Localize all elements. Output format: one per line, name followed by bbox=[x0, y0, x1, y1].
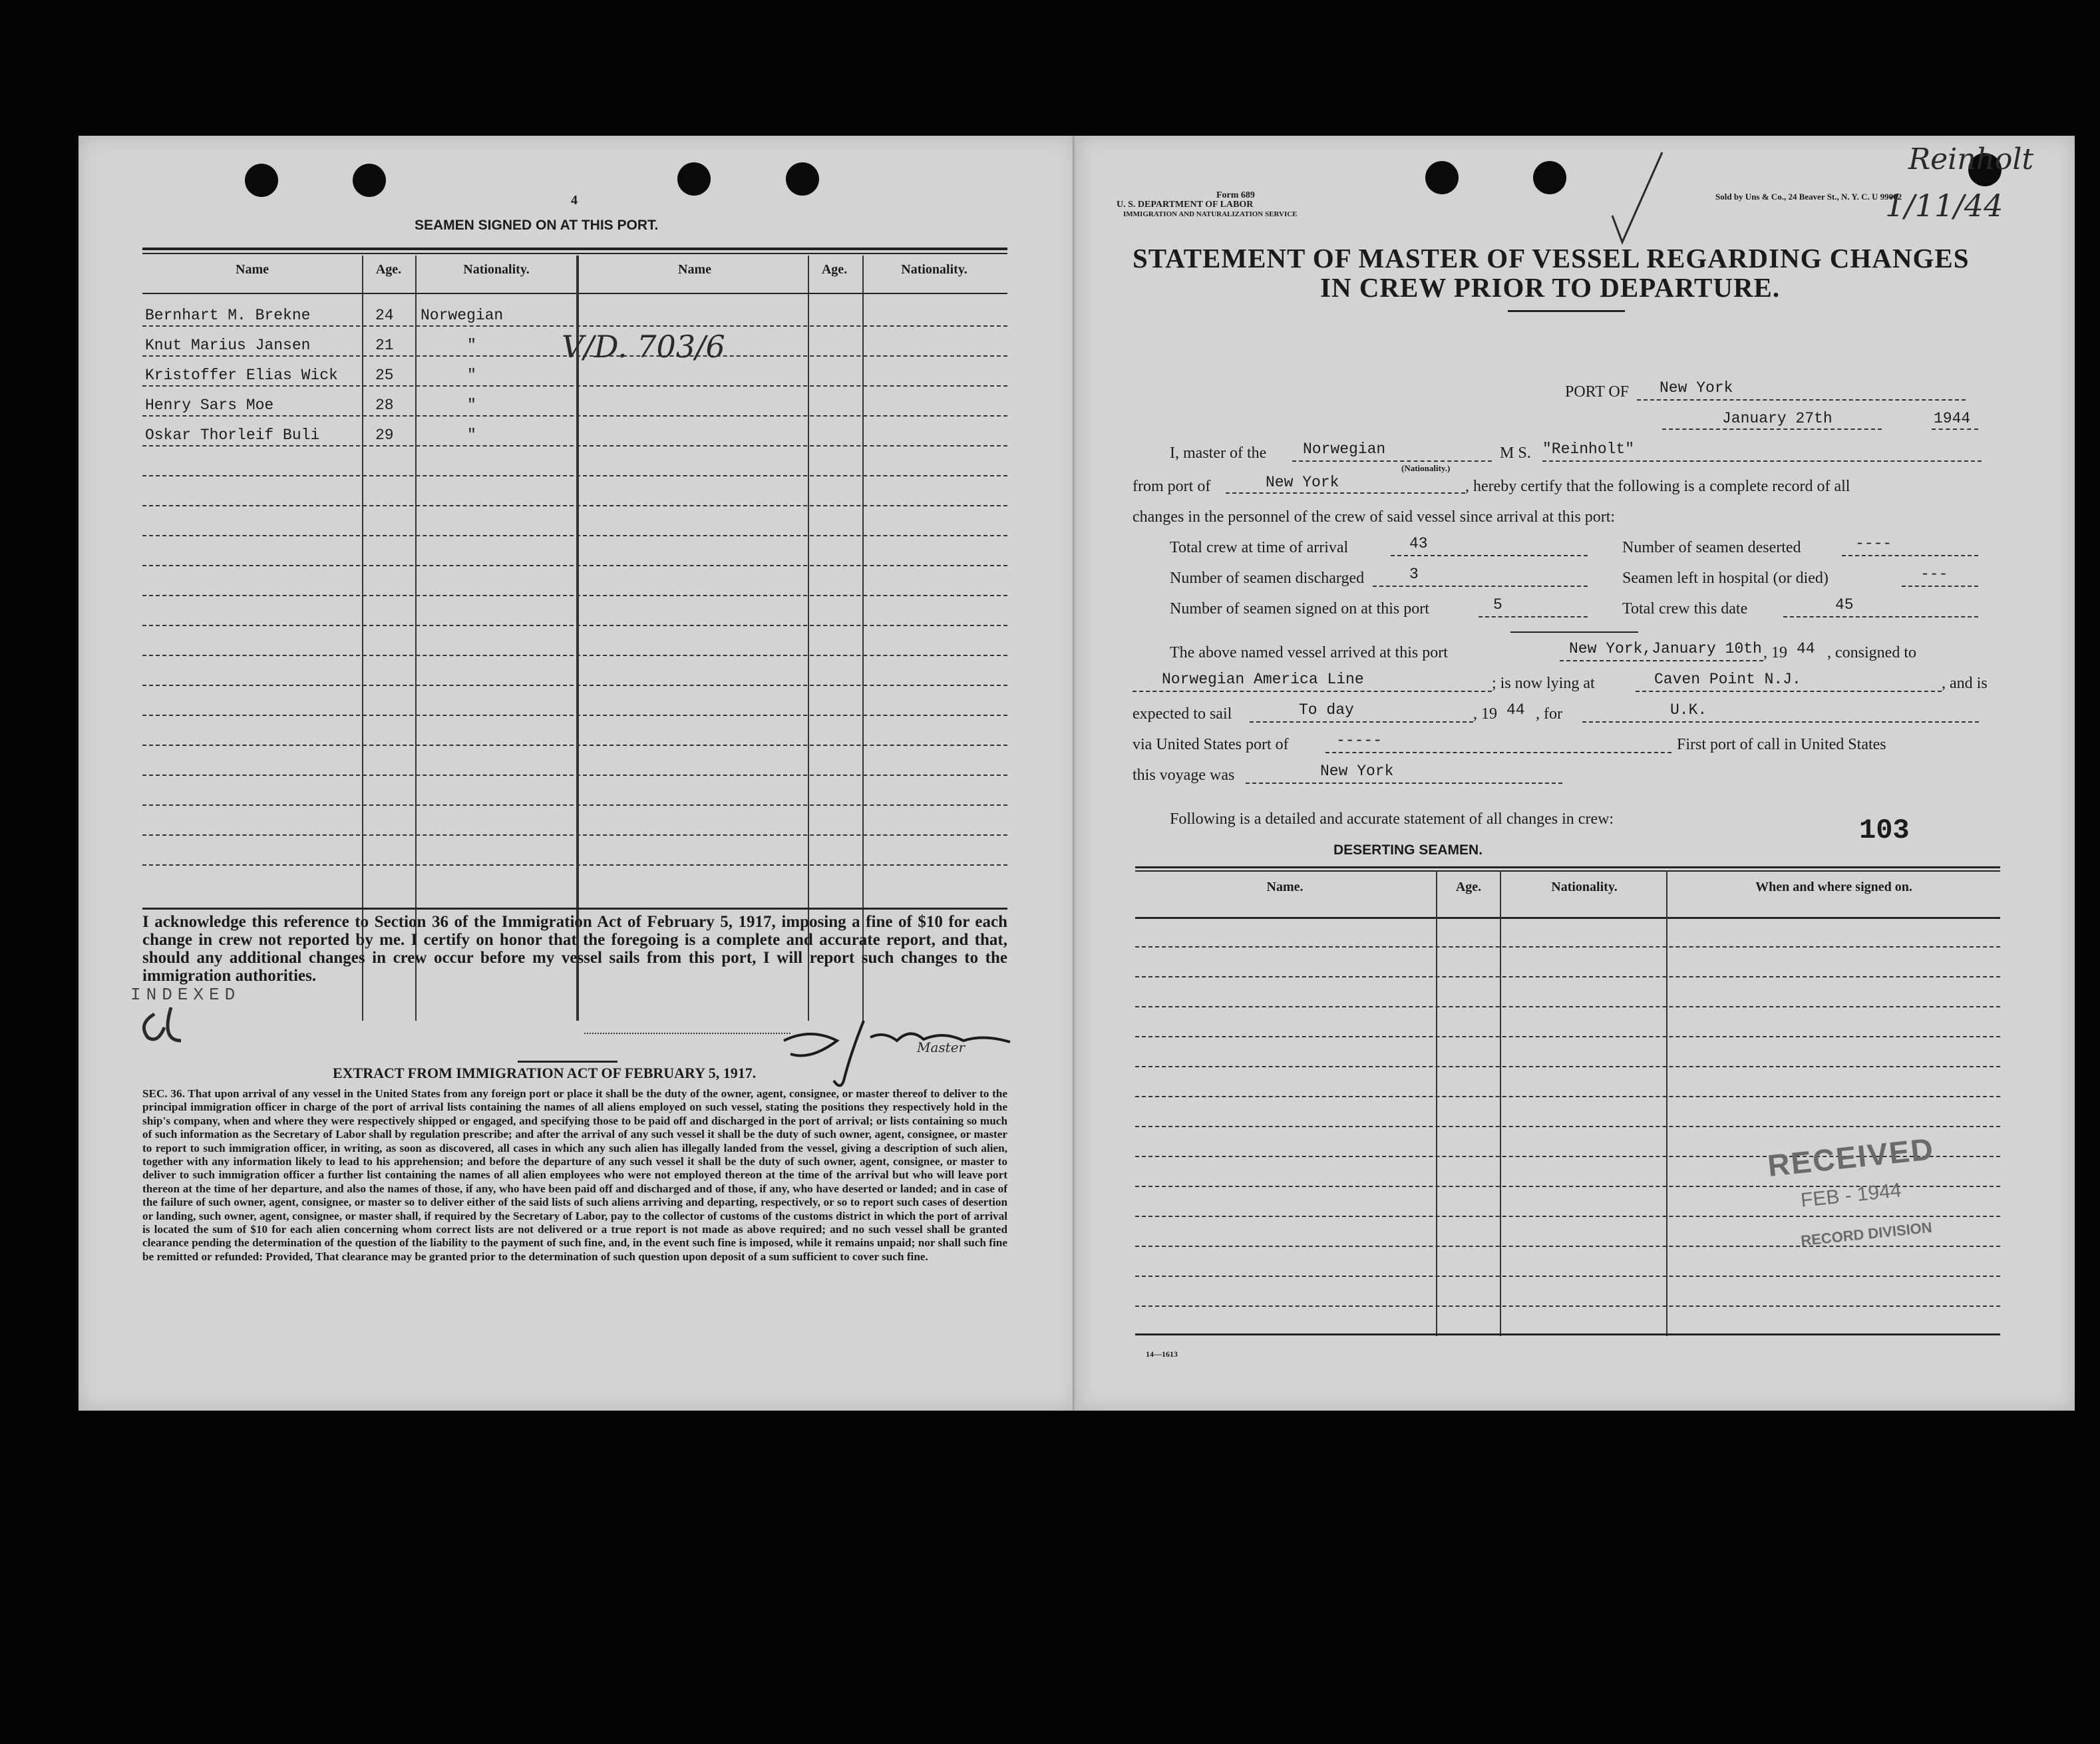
indexed-stamp: INDEXED bbox=[130, 985, 241, 1005]
consigned-to-text: , consigned to bbox=[1827, 644, 1916, 661]
form-number: Form 689 bbox=[1216, 190, 1255, 200]
punch-hole bbox=[786, 162, 819, 196]
nationality-value: Norwegian bbox=[1303, 440, 1386, 458]
received-stamp: RECEIVED bbox=[1765, 1131, 1936, 1183]
signature-image bbox=[771, 1001, 1037, 1094]
table-row-nationality: " bbox=[467, 367, 476, 384]
total-date-value: 45 bbox=[1835, 596, 1854, 613]
table-row-nationality: " bbox=[467, 427, 476, 444]
form-code: 14—1613 bbox=[1146, 1349, 1178, 1359]
and-is-text: , and is bbox=[1942, 675, 1988, 692]
received-stamp-date: FEB - 1944 bbox=[1799, 1179, 1903, 1212]
voyage-value: New York bbox=[1320, 763, 1394, 780]
table-row-age: 28 bbox=[375, 397, 394, 414]
deserted-label: Number of seamen deserted bbox=[1622, 539, 1801, 556]
deserting-heading: DESERTING SEAMEN. bbox=[1333, 842, 1483, 858]
discharged-value: 3 bbox=[1409, 566, 1419, 583]
lying-at-value: Caven Point N.J. bbox=[1654, 671, 1801, 688]
col-name: Name. bbox=[1266, 880, 1304, 894]
signed-on-label: Number of seamen signed on at this port bbox=[1170, 600, 1429, 617]
table-row-age: 29 bbox=[375, 427, 394, 444]
table-row-name: Kristoffer Elias Wick bbox=[145, 367, 338, 384]
lying-at-text: ; is now lying at bbox=[1492, 675, 1595, 692]
date-year: 1944 bbox=[1934, 410, 1971, 427]
hospital-label: Seamen left in hospital (or died) bbox=[1622, 570, 1829, 587]
via-value: ----- bbox=[1336, 732, 1383, 749]
handwritten-note: V/D. 703/6 bbox=[562, 329, 725, 365]
left-page bbox=[79, 136, 1077, 1411]
signed-on-value: 5 bbox=[1493, 596, 1502, 613]
col-age-2: Age. bbox=[821, 262, 848, 277]
port-of-label: PORT OF bbox=[1565, 383, 1630, 401]
voyage-text: this voyage was bbox=[1133, 767, 1235, 784]
table-row-nationality: Norwegian bbox=[421, 307, 504, 324]
col-age: Age. bbox=[375, 262, 402, 277]
page-stamp-number: 103 bbox=[1859, 814, 1910, 846]
for-text: , for bbox=[1536, 705, 1562, 723]
ship-name: "Reinholt" bbox=[1542, 440, 1635, 458]
discharged-label: Number of seamen discharged bbox=[1170, 570, 1365, 587]
changes-text: changes in the personnel of the crew of said vessel since arrival at this port: bbox=[1133, 508, 1616, 526]
from-port-value: New York bbox=[1266, 474, 1339, 491]
received-stamp-division: RECORD DIVISION bbox=[1800, 1218, 1933, 1250]
arrived-year: 44 bbox=[1797, 640, 1815, 657]
col-nationality-2: Nationality. bbox=[901, 262, 967, 277]
expected-year: 44 bbox=[1506, 701, 1525, 719]
ship-prefix: M S. bbox=[1500, 444, 1531, 462]
deserted-value: ---- bbox=[1855, 535, 1892, 552]
col-name: Name bbox=[236, 262, 269, 277]
extract-title: EXTRACT FROM IMMIGRATION ACT OF FEBRUARY 5, 1917. bbox=[333, 1065, 757, 1081]
table-row-name: Knut Marius Jansen bbox=[145, 337, 311, 354]
from-port-label: from port of bbox=[1133, 478, 1211, 495]
col-nationality: Nationality. bbox=[1551, 880, 1618, 894]
punch-hole bbox=[677, 162, 711, 196]
section-36-text: SEC. 36. That upon arrival of any vessel in the United States from any foreign port or place it shall be the duty of the owner, agent, consignee, or master thereof to deliver to the principal immigration officer in charge of the port of arrival lists containing the names of all aliens employed on such vessel, stating the positions they respectively hold in the ship's company, when and where they were respectively shipped or engaged, and specifying those to be paid off and discharged in the port of arrival; or lists containing so much of such information as the Secretary of Labor shall by regulation prescribe; and after the arrival of any such vessel it shall be the duty of such owner, agent, consignee, or master to report to such immigration officer, in writing, as soon as discovered, all cases in which any such alien has illegally landed from the vessel, giving a description of such alien, together with any information likely to lead to his apprehension; and before the departure of any such vessel it shall be the duty of such owner, agent, consignee, or master to deliver to such immigration officer a further list containing the names of all alien employees who were not employed thereon at the time of the arrival but who will leave port thereon at the time of her departure, and also the names of those, if any, who have been paid off and discharged and of those, if any, who have deserted or landed; and in case of the failure of such owner, agent, consignee, or master so to deliver either of the said lists of such aliens arriving and departing, respectively, or so to report such cases of desertion or landing, such owner, agent, consignee, or master shall, if required by the Secretary of Labor, pay to the collector of customs of the customs district in which the port of arrival is located the sum of $10 for each alien concerning whom correct lists are not delivered or a true report is not made as above required; and no such vessel shall be granted clearance pending the determination of the question of the liability to the payment of such fine, and, in the event such fine is imposed, while it remains unpaid; nor shall such fine be remitted or refunded: Provided, That clearance may be granted prior to the determination of such question upon deposit of a sum sufficient to cover such fine. bbox=[142, 1087, 1007, 1263]
master-label: Master bbox=[917, 1039, 965, 1055]
hospital-value: --- bbox=[1920, 566, 1948, 583]
following-text: Following is a detailed and accurate statement of all changes in crew: bbox=[1170, 810, 1614, 828]
form-title-line1: STATEMENT OF MASTER OF VESSEL REGARDING CHANGES bbox=[1133, 243, 1970, 273]
date-value: January 27th bbox=[1722, 410, 1833, 427]
check-mark bbox=[1609, 149, 1669, 249]
initials-mark bbox=[134, 1001, 201, 1047]
seamen-signed-heading: SEAMEN SIGNED ON AT THIS PORT. bbox=[415, 218, 659, 233]
table-row-name: Bernhart M. Brekne bbox=[145, 307, 311, 324]
col-nationality: Nationality. bbox=[463, 262, 530, 277]
total-date-label: Total crew this date bbox=[1622, 600, 1748, 617]
nationality-caption: (Nationality.) bbox=[1401, 463, 1451, 473]
table-row-nationality: " bbox=[467, 397, 476, 414]
consignee-value: Norwegian America Line bbox=[1162, 671, 1364, 688]
right-page bbox=[1077, 136, 2075, 1411]
expected-value: To day bbox=[1299, 701, 1354, 719]
form-title-line2: IN CREW PRIOR TO DEPARTURE. bbox=[1320, 272, 1781, 303]
expected-text: expected to sail bbox=[1133, 705, 1232, 723]
punch-hole bbox=[353, 164, 386, 197]
certify-text: , hereby certify that the following is a complete record of all bbox=[1465, 478, 1850, 495]
acknowledgement-text: I acknowledge this reference to Section 36 of the Immigration Act of February 5, 1917, imposing a fine of $10 for each change in crew not reported by me. I certify on honor that the foregoing is a complete and accurate report, and that, should any additional changes in crew occur before my vessel sails from this port, I will report such changes to the immigration authorities. bbox=[142, 913, 1007, 985]
arrived-year-prefix: , 19 bbox=[1763, 644, 1787, 661]
arrived-text: The above named vessel arrived at this port bbox=[1170, 644, 1448, 661]
arrived-value: New York,January 10th bbox=[1569, 640, 1762, 657]
total-arrival-value: 43 bbox=[1409, 535, 1428, 552]
department: U. S. DEPARTMENT OF LABOR bbox=[1117, 200, 1254, 210]
first-port-text: First port of call in United States bbox=[1677, 736, 1886, 753]
page-number: 4 bbox=[571, 193, 578, 208]
handwritten-date: 1/11/44 bbox=[1885, 188, 2004, 224]
table-row-age: 25 bbox=[375, 367, 394, 384]
total-arrival-label: Total crew at time of arrival bbox=[1170, 539, 1349, 556]
punch-hole bbox=[1533, 161, 1566, 194]
handwritten-ship-name: Reinholt bbox=[1908, 142, 2034, 176]
port-of-value: New York bbox=[1660, 379, 1733, 397]
col-age: Age. bbox=[1455, 880, 1482, 894]
table-row-age: 24 bbox=[375, 307, 394, 324]
table-row-name: Henry Sars Moe bbox=[145, 397, 274, 414]
service: IMMIGRATION AND NATURALIZATION SERVICE bbox=[1123, 210, 1298, 218]
signature-text bbox=[944, 1026, 948, 1027]
table-row-age: 21 bbox=[375, 337, 394, 354]
table-row-nationality: " bbox=[467, 337, 476, 354]
destination-value: U.K. bbox=[1670, 701, 1707, 719]
printer-credit: Sold by Uns & Co., 24 Beaver St., N. Y. C. U 99062 bbox=[1715, 192, 1902, 202]
expected-year-prefix: , 19 bbox=[1473, 705, 1497, 723]
col-when-where: When and where signed on. bbox=[1755, 880, 1912, 894]
deserting-seamen-table bbox=[1135, 866, 2000, 1339]
master-of-the-label: I, master of the bbox=[1170, 444, 1267, 462]
col-name-2: Name bbox=[678, 262, 711, 277]
punch-hole bbox=[1425, 161, 1459, 194]
via-text: via United States port of bbox=[1133, 736, 1289, 753]
table-row-name: Oskar Thorleif Buli bbox=[145, 427, 320, 444]
punch-hole bbox=[245, 164, 278, 197]
